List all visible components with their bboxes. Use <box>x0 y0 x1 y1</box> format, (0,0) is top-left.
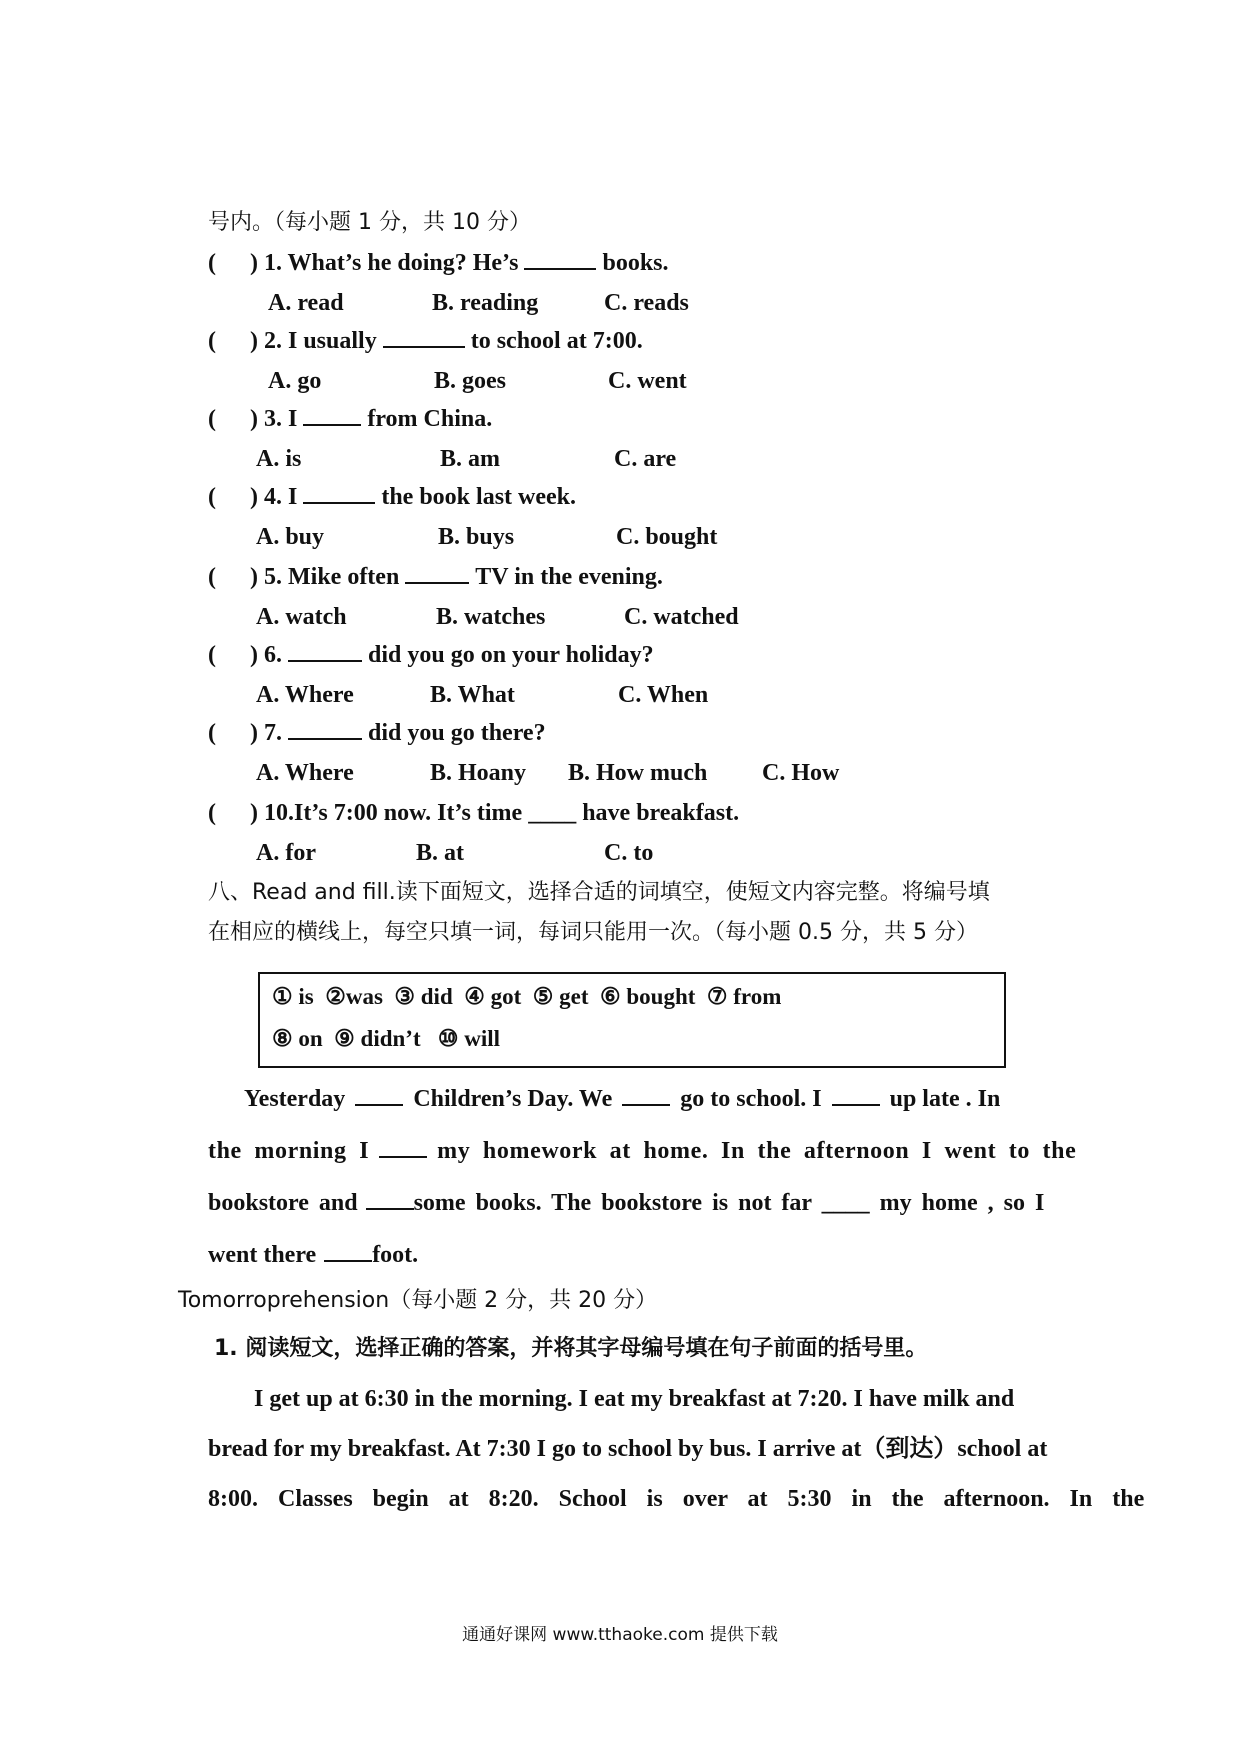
option-7b: B. Hoany <box>430 760 527 786</box>
reading-line-2: bread for my breakfast. At 7:30 I go to school by bus. I arrive at（到达）school at <box>208 1436 1048 1462</box>
answer-blank <box>303 406 361 426</box>
question-7-stem: ) 7. <box>250 720 282 746</box>
option-7c: B. How much <box>568 760 708 786</box>
option-6a: A. Where <box>256 682 354 708</box>
answer-blank <box>288 642 362 662</box>
option-1b: B. reading <box>432 290 539 316</box>
question-5-stem: ) 5. Mike often <box>250 564 400 590</box>
option-3c: C. are <box>614 446 677 472</box>
question-7-end: did you go there? <box>368 720 546 746</box>
option-5b: B. watches <box>436 604 546 630</box>
question-4-stem: ) 4. I <box>250 484 298 510</box>
answer-paren: ( <box>208 720 216 746</box>
question-6 <box>250 640 654 670</box>
option-10a: A. for <box>256 840 316 866</box>
passage-text: the morning I <box>208 1138 370 1164</box>
section-header-line: 号内。（每小题 1 分，共 10 分） <box>208 210 531 235</box>
option-6c: C. When <box>618 682 709 708</box>
section-8-heading: 八、Read and fill.读下面短文，选择合适的词填空，使短文内容完整。将编号填 <box>208 880 990 905</box>
option-1a: A. read <box>268 290 344 316</box>
passage-text: bookstore and <box>208 1190 358 1216</box>
answer-blank <box>379 1138 427 1158</box>
question-1-end: books. <box>602 250 669 276</box>
option-4b: B. buys <box>438 524 515 550</box>
option-10b: B. at <box>416 840 464 866</box>
option-7d: C. How <box>762 760 840 786</box>
option-3b: B. am <box>440 446 500 472</box>
passage-text: my homework at home. In the afternoon I went to the <box>437 1138 1077 1164</box>
passage-text: went there <box>208 1242 317 1268</box>
option-2a: A. go <box>268 368 322 394</box>
word-bank-box <box>258 972 1006 1068</box>
answer-blank <box>355 1086 403 1106</box>
answer-blank <box>524 250 596 270</box>
question-2 <box>250 326 643 356</box>
answer-blank <box>288 720 362 740</box>
answer-paren: ( <box>208 484 216 510</box>
question-3 <box>250 404 492 434</box>
option-6b: B. What <box>430 682 515 708</box>
word-bank-line-1: ① is ②was ③ did ④ got ⑤ get ⑥ bought ⑦ from <box>272 984 782 1009</box>
answer-paren: ( <box>208 406 216 432</box>
passage-text: some books. The bookstore is not far ____ my home , so I <box>413 1190 1045 1216</box>
question-2-stem: ) 2. I usually <box>250 328 377 354</box>
answer-paren: ( <box>208 642 216 668</box>
passage-text: Children’s Day. We <box>413 1086 613 1112</box>
answer-blank <box>383 328 465 348</box>
answer-blank <box>366 1190 414 1210</box>
answer-paren: ( <box>208 800 216 826</box>
passage-text: foot. <box>372 1242 419 1268</box>
answer-paren: ( <box>208 564 216 590</box>
question-6-end: did you go on your holiday? <box>368 642 654 668</box>
question-6-stem: ) 6. <box>250 642 282 668</box>
option-4c: C. bought <box>616 524 718 550</box>
answer-blank <box>405 564 469 584</box>
option-2b: B. goes <box>434 368 506 394</box>
answer-blank <box>324 1242 372 1262</box>
option-7a: A. Where <box>256 760 354 786</box>
question-3-end: from China. <box>367 406 493 432</box>
option-5a: A. watch <box>256 604 347 630</box>
question-5 <box>250 562 663 592</box>
option-4a: A. buy <box>256 524 325 550</box>
page-footer: 通通好课网 www.tthaoke.com 提供下载 <box>462 1625 778 1645</box>
question-5-end: TV in the evening. <box>475 564 663 590</box>
passage-text: up late . In <box>889 1086 1001 1112</box>
passage-line-3 <box>208 1188 1064 1218</box>
word-bank-line-2: ⑧ on ⑨ didn’t ⑩ will <box>272 1026 501 1051</box>
section-9-heading: Tomorroprehension（每小题 2 分，共 20 分） <box>178 1288 658 1313</box>
question-1 <box>250 248 669 278</box>
option-3a: A. is <box>256 446 302 472</box>
section-8-instruction: 在相应的横线上，每空只填一词，每词只能用一次。（每小题 0.5 分，共 5 分） <box>208 920 978 945</box>
answer-paren: ( <box>208 328 216 354</box>
question-1-stem: ) 1. What’s he doing? He’s <box>250 250 519 276</box>
passage-text: Yesterday <box>244 1086 346 1112</box>
answer-blank <box>832 1086 880 1106</box>
option-5c: C. watched <box>624 604 739 630</box>
question-2-end: to school at 7:00. <box>470 328 643 354</box>
passage-line-4 <box>208 1240 1064 1270</box>
answer-paren: ( <box>208 250 216 276</box>
answer-blank <box>303 484 375 504</box>
passage-line-2 <box>208 1136 1077 1166</box>
option-1c: C. reads <box>604 290 689 316</box>
question-4-end: the book last week. <box>381 484 577 510</box>
passage-text: go to school. I <box>680 1086 822 1112</box>
question-4 <box>250 482 576 512</box>
option-10c: C. to <box>604 840 654 866</box>
reading-line-3: 8:00. Classes begin at 8:20. School is over at 5:30 in the afternoon. In the <box>208 1486 1145 1512</box>
option-2c: C. went <box>608 368 687 394</box>
question-3-stem: ) 3. I <box>250 406 298 432</box>
passage-line-1 <box>244 1084 1064 1114</box>
question-7 <box>250 718 546 748</box>
answer-blank <box>622 1086 670 1106</box>
reading-line-1: I get up at 6:30 in the morning. I eat my breakfast at 7:20. I have milk and <box>254 1386 1015 1412</box>
section-9-instruction: 1. 阅读短文，选择正确的答案，并将其字母编号填在句子前面的括号里。 <box>214 1336 928 1361</box>
question-10: ) 10.It’s 7:00 now. It’s time ____ have breakfast. <box>250 800 740 826</box>
